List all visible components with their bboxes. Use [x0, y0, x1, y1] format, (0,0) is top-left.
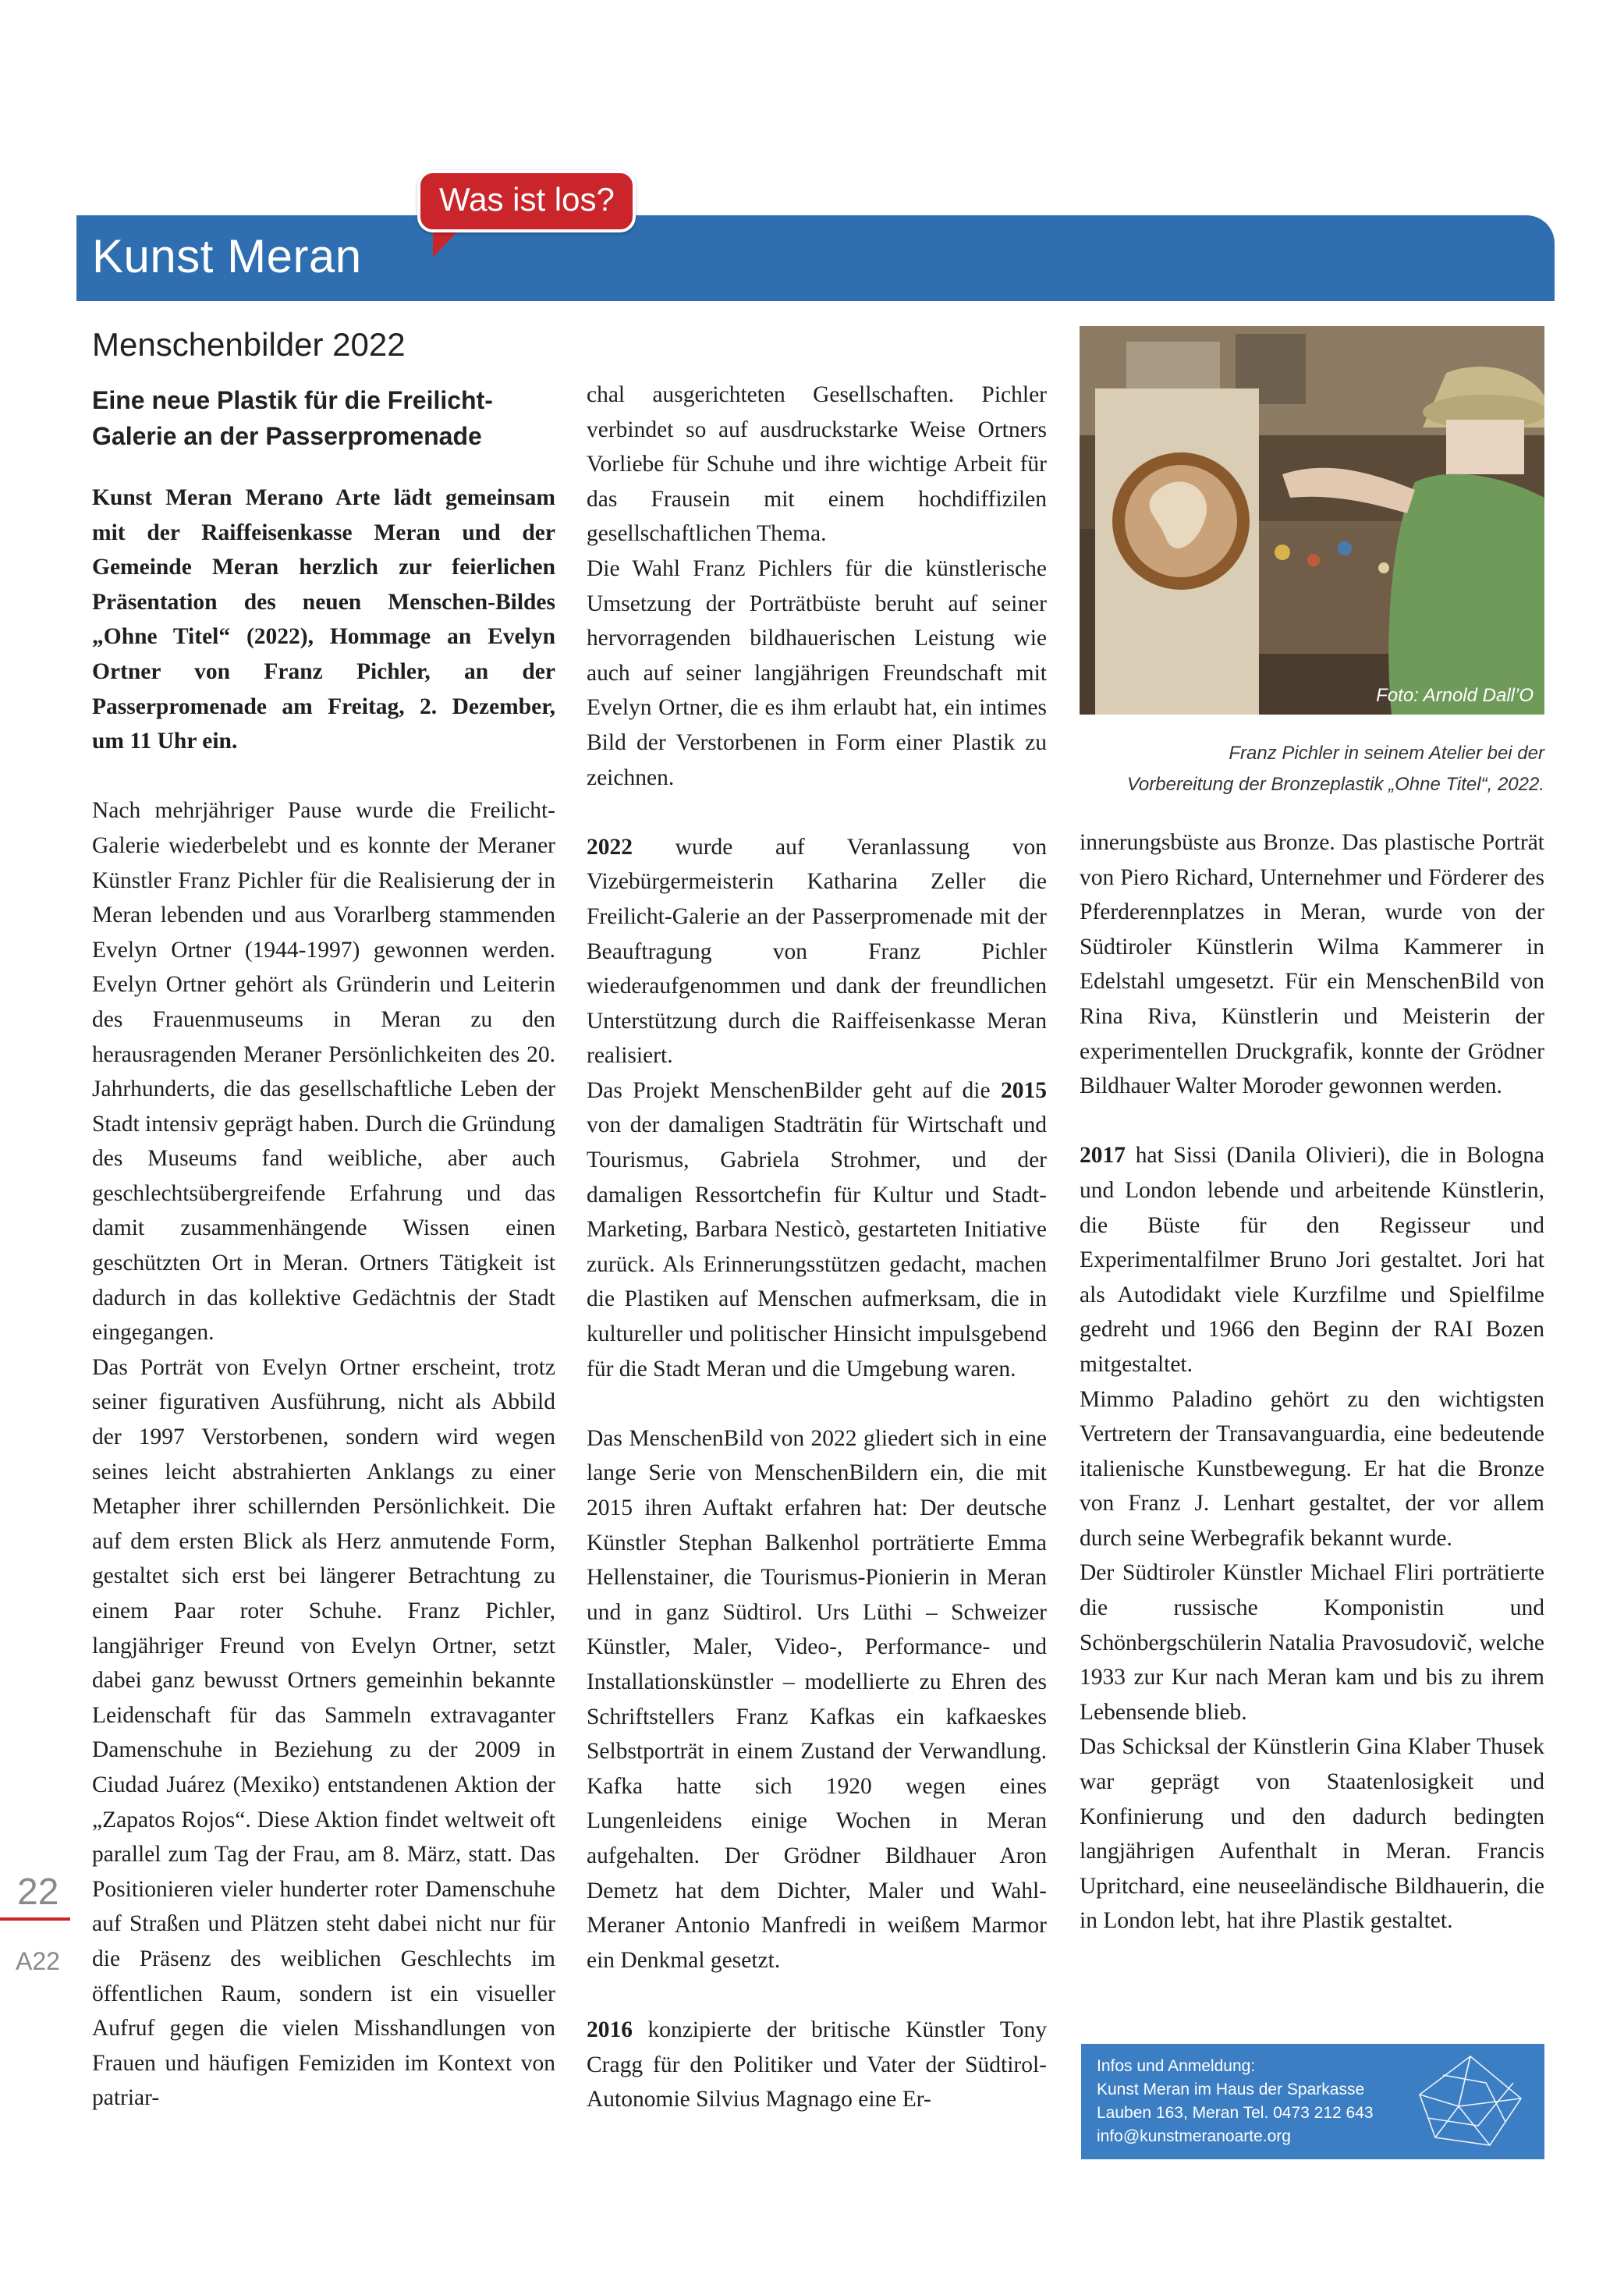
section-header-band — [76, 215, 1555, 301]
article-kicker: Menschenbilder 2022 — [92, 326, 406, 363]
atelier-photo-illustration — [1080, 326, 1544, 715]
paragraph: Das Projekt MenschenBilder geht auf die 2015 von der damaligen Stadträtin für Wirtschaft und Tourismus, Gabriela Strohmer, und der damaligen Ressortchefin für Kultur und Stadt-Marketing, Barbara Nesticò, gestarteten Initiative zurück. Als Erinnerungsstützen gedacht, machen die Plastiken auf Menschen aufmerksam, die in kultureller und politischer Hinsicht impulsgebend für die Stadt Meran und die Umgebung waren. — [587, 1077, 1047, 1382]
section-title: Kunst Meran — [92, 230, 362, 282]
info-box — [1081, 2044, 1544, 2159]
year-highlight: 2016 — [587, 2017, 633, 2042]
paragraph: Das Schicksal der Künstlerin Gina Klaber Thusek war geprägt von Staatenlosigkeit und Konfinierung und den dadurch bedingten langjährigen Aufenthalt in Meran. Francis Upritchard, eine neuseeländische Bildhauerin, die in London lebt, hat ihre Plastik gestaltet. — [1080, 1734, 1544, 1934]
info-email[interactable]: info@kunstmeranoarte.org — [1097, 2127, 1291, 2145]
page-number-rule — [0, 1917, 70, 1921]
kunst-meran-logo-icon — [1412, 2052, 1529, 2152]
paragraph: Der Südtiroler Künstler Michael Fliri porträtierte die russische Komponistin und Schönbergschülerin Natalia Pravosudovič, welche 1933 zur Kur nach Meran kam und bis zu ihrem Lebensende blieb. — [1080, 1560, 1544, 1725]
info-box-text: Infos und Anmeldung: Kunst Meran im Haus der Sparkasse Lauben 163, Meran Tel. 0473 212 643 info@kunstmeranoarte.org — [1097, 2055, 1374, 2148]
paragraph: Die Wahl Franz Pichlers für die künstlerische Umsetzung der Porträtbüste beruht auf seiner hervorragenden bildhauerischen Leistung wie auch auf seiner langjährigen Freundschaft mit Evelyn Ortner, die es ihm erlaubt hat, ein intimes Bild der Verstorbenen in Form einer Plastik zu zeichnen. — [587, 555, 1047, 790]
paragraph: chal ausgerichteten Gesellschaften. Pichler verbindet so auf ausdruckstarke Weise Ortners Vorliebe für Schuhe und ihre wichtige Arbeit für das Frausein mit einem hochdiffizilen gesellschaftlichen Thema. — [587, 382, 1047, 547]
paragraph: Nach mehrjähriger Pause wurde die Freilicht-Galerie wiederbelebt und es konnte der Meraner Künstler Franz Pichler für die Realisierung der in Meran lebenden und aus Vorarlberg stammenden Evelyn Ortner (1944-1997) gewonnen werden. Evelyn Ortner gehört als Gründerin und Leiterin des Frauenmuseums in Meran zu den herausragenden Meraner Persönlichkeiten des 20. Jahrhunderts, die das gesellschaftliche Leben der Stadt intensiv geprägt haben. Durch die Gründung des Museums fand weibliche, aber auch geschlechtsübergreifende Erfahrung und das damit zusammenhängende Wissen einen geschützten Ort in Meran. Ortners Tätigkeit ist dadurch in das kollektive Gedächtnis der Stadt eingegangen. — [92, 798, 555, 1346]
article-column-3 — [1080, 825, 1544, 1939]
article-lead: Kunst Meran Merano Arte lädt gemeinsam mit der Raiffeisenkasse Meran und der Gemeinde Meran herzlich zur feierlichen Präsentation des neuen Menschen-Bildes „Ohne Titel“ (2022), Hommage an Evelyn Ortner von Franz Pichler, an der Passerpromenade am Freitag, 2. Dezember, um 11 Uhr ein. — [92, 485, 555, 754]
paragraph: Das MenschenBild von 2022 gliedert sich in eine lange Serie von MenschenBildern ein, die mit 2015 ihren Auftakt erfahren hat: Der deutsche Künstler Stephan Balkenhol porträtierte Emma Hellenstainer, die Tourismus-Pionierin in Meran und in ganz Südtirol. Urs Lüthi – Schweizer Künstler, Maler, Video-, Performance- und Installationskünstler – modellierte zu Ehren des Schriftstellers Franz Kafkas ein kafkaeskes Selbstporträt in einem Zustand der Verwandlung. Kafka hatte sich 1920 wegen eines Lungenleidens einige Wochen in Meran aufgehalten. Der Grödner Bildhauer Aron Demetz hat dem Dichter, Maler und Wahl-Meraner Antonio Manfredi in weißem Marmor ein Denkmal gesetzt. — [587, 1425, 1047, 1973]
year-highlight: 2015 — [1001, 1077, 1047, 1103]
year-highlight: 2022 — [587, 834, 633, 860]
photo-caption: Franz Pichler in seinem Atelier bei der Vorbereitung der Bronzeplastik „Ohne Titel“, 2022. — [1126, 743, 1544, 795]
page-number: 22 — [17, 1871, 59, 1913]
speech-bubble — [417, 170, 636, 232]
article-column-1 — [92, 481, 555, 2116]
speech-bubble-label: Was ist los? — [439, 181, 615, 218]
paragraph: Mimmo Paladino gehört zu den wichtigsten Vertretern der Transavanguardia, eine bedeutende italienische Kunstbewegung. Er hat die Bronze von Franz J. Lenhart gestaltet, der vor allem durch seine Werbegrafik bekannt wurde. — [1080, 1386, 1544, 1551]
year-highlight: 2017 — [1080, 1143, 1126, 1169]
article-subtitle: Eine neue Plastik für die Freilicht-Galerie an der Passerpromenade — [92, 386, 493, 450]
photo-credit: Foto: Arnold Dall’O — [1376, 685, 1534, 706]
article-column-2 — [587, 378, 1047, 2117]
page-code: A22 — [16, 1947, 60, 1975]
paragraph: Das Porträt von Evelyn Ortner erscheint, trotz seiner figurativen Ausführung, nicht als Abbild der 1997 Verstorbenen, sondern wird wegen seines leicht abstrahierten Anklangs zu einer Metapher ihrer schillernden Persönlichkeit. Die auf dem ersten Blick als Herz anmutende Form, gestaltet sich erst bei längerer Betrachtung zu einem Paar roter Schuhe. Franz Pichler, langjähriger Freund von Evelyn Ortner, setzt dabei ganz bewusst Ortners gemeinhin bekannte Leidenschaft für das Sammeln extravaganter Damenschuhe in Beziehung zu der 2009 in Ciudad Juárez (Mexiko) entstandenen Aktion der „Zapatos Rojos“. Diese Aktion findet weltweit oft parallel zum Tag der Frau, am 8. März, statt. Das Positionieren vieler hunderter roter Damenschuhe auf Straßen und Plätzen steht dabei nicht nur für die Präsenz des weiblichen Geschlechts im öffentlichen Raum, sondern ist ein visueller Aufruf gegen die vielen Misshandlungen von Frauen und häufigen Femiziden im Kontext von patriar- — [92, 1354, 555, 2111]
paragraph: 2016 konzipierte der britische Künstler Tony Cragg für den Politiker und Vater der Südtirol-Autonomie Silvius Magnago eine Er- — [587, 2017, 1047, 2112]
paragraph: 2022 wurde auf Veranlassung von Vizebürgermeisterin Katharina Zeller die Freilicht-Galerie an der Passerpromenade mit der Beauftragung von Franz Pichler wiederaufgenommen und dank der freundlichen Unterstützung durch die Raiffeisenkasse Meran realisiert. — [587, 834, 1047, 1069]
atelier-photo — [1080, 326, 1544, 715]
paragraph: 2017 hat Sissi (Danila Olivieri), die in Bologna und London lebende und arbeitende Künstlerin, die Büste für den Regisseur und Experimentalfilmer Bruno Jori gestaltet. Jori hat als Autodidakt viele Kurzfilme und Spielfilme gedreht und 1966 den Beginn der RAI Bozen mitgestaltet. — [1080, 1143, 1544, 1377]
paragraph: innerungsbüste aus Bronze. Das plastische Porträt von Piero Richard, Unternehmer und Förderer des Pferderennplatzes in Meran, wurde von der Südtiroler Künstlerin Wilma Kammerer in Edelstahl umgesetzt. Für ein MenschenBild von Rina Riva, Künstlerin und Meisterin der experimentellen Druckgrafik, konnte der Grödner Bildhauer Walter Moroder gewonnen werden. — [1080, 830, 1544, 1099]
